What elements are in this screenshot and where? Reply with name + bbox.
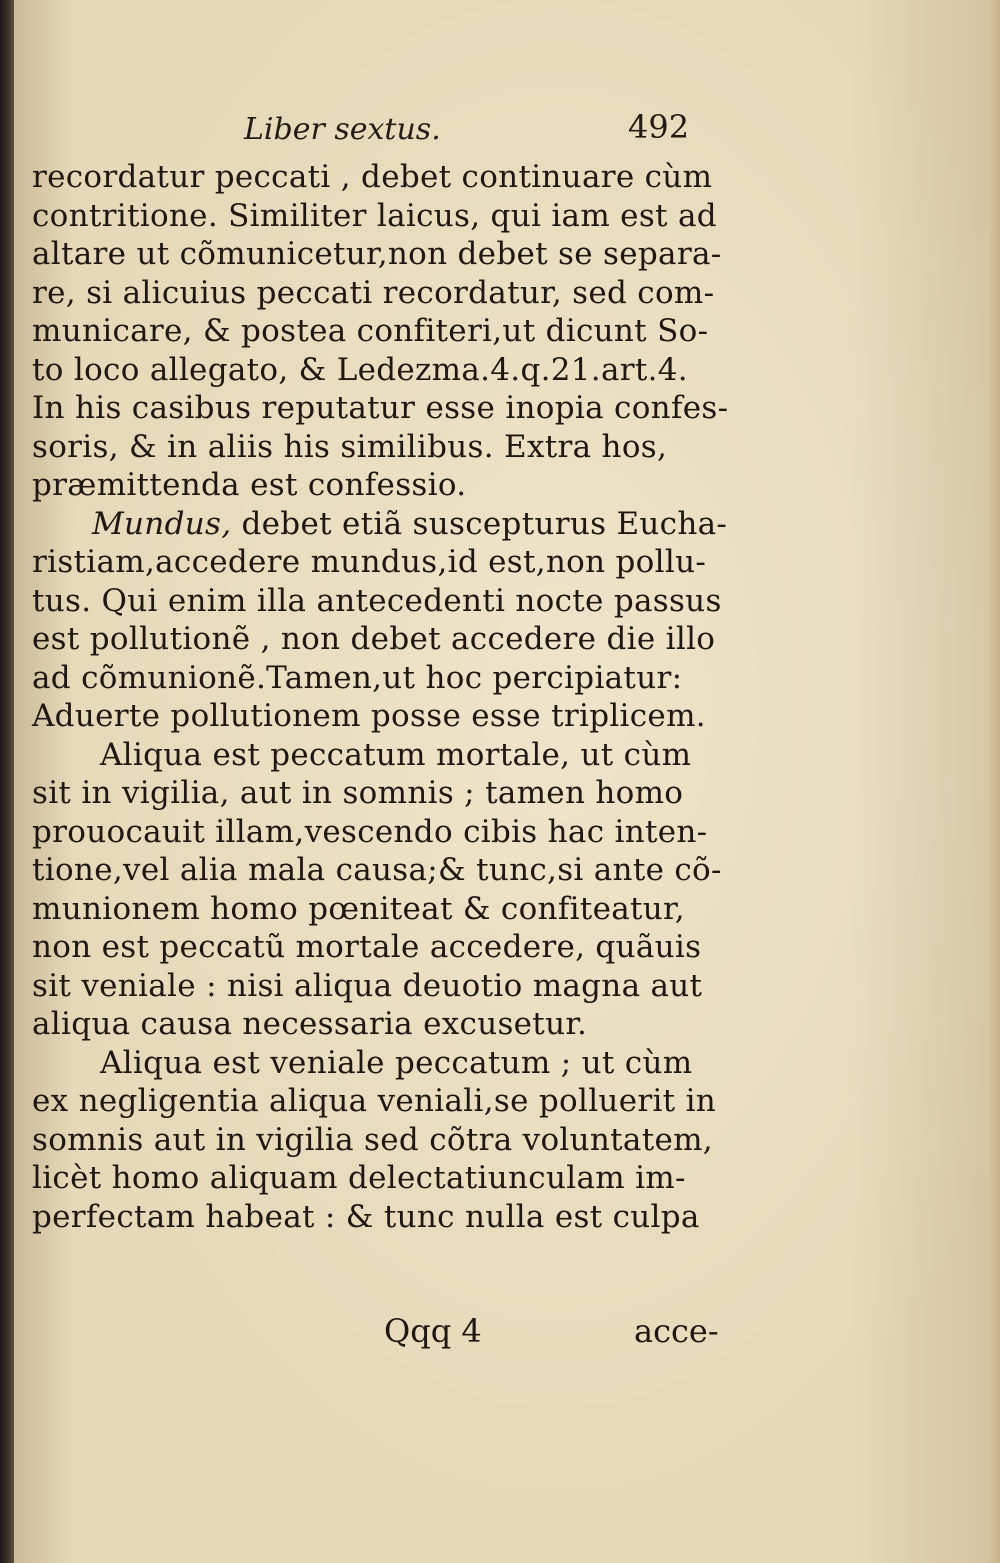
text-line: non est peccatũ mortale accedere, quãuis	[32, 929, 702, 965]
catchword: acce-	[634, 1312, 719, 1350]
text-line: ristiam,accedere mundus,id est,non pollu-	[32, 544, 707, 580]
text-line: munionem homo pœniteat & confiteatur,	[32, 890, 685, 927]
text-line: licèt homo aliquam delectatiunculam im-	[32, 1160, 686, 1196]
text-line: ad cõmunionẽ.Tamen,ut hoc percipiatur:	[32, 659, 683, 696]
paragraph-first-line: Aliqua est peccatum mortale, ut cùm	[100, 736, 692, 773]
running-head-title: Liber sextus.	[244, 112, 441, 147]
text-line: Aduerte pollutionem posse esse triplicem.	[32, 698, 706, 734]
text-line: perfectam habeat : & tunc nulla est culpa	[32, 1198, 700, 1235]
text-line: altare ut cõmunicetur,non debet se separa-	[32, 236, 722, 272]
signature-mark: Qqq 4	[384, 1312, 482, 1350]
page-edge	[986, 0, 1000, 1563]
text-line: In his casibus reputatur esse inopia confes-	[32, 390, 729, 426]
text-line: est pollutionẽ , non debet accedere die illo	[32, 621, 716, 657]
text-line: tus. Qui enim illa antecedenti nocte passus	[32, 582, 722, 619]
text-line: re, si alicuius peccati recordatur, sed com-	[32, 274, 715, 311]
book-page	[14, 0, 1000, 1563]
text-line: ex negligentia aliqua veniali,se polluerit in	[32, 1083, 717, 1119]
text-line: prouocauit illam,vescendo cibis hac inten-	[32, 813, 708, 850]
text-line: soris, & in aliis his similibus. Extra hos,	[32, 428, 668, 465]
paragraph-mundus-first-line	[32, 505, 732, 544]
page-footer	[34, 1312, 734, 1362]
text-line: aliqua causa necessaria excusetur.	[32, 1006, 588, 1042]
text-line: municare, & postea confiteri,ut dicunt So-	[32, 313, 709, 349]
page-number: 492	[628, 108, 690, 146]
text-line: somnis aut in vigilia sed cõtra voluntatem,	[32, 1121, 713, 1158]
text-line: recordatur peccati , debet continuare cùm	[32, 159, 713, 195]
text-line-rest: debet etiã suscepturus Eucha-	[231, 505, 728, 542]
text-line: sit in vigilia, aut in somnis ; tamen homo	[32, 775, 684, 811]
paragraph-lead-word: Mundus,	[92, 505, 232, 542]
text-line: tione,vel alia mala causa;& tunc,si ante cõ-	[32, 852, 722, 888]
running-head	[34, 108, 724, 158]
text-line: contritione. Similiter laicus, qui iam est ad	[32, 197, 717, 234]
text-line: to loco allegato, & Ledezma.4.q.21.art.4.	[32, 351, 688, 388]
paragraph-first-line: Aliqua est veniale peccatum ; ut cùm	[100, 1044, 693, 1081]
text-line: sit veniale : nisi aliqua deuotio magna aut	[32, 967, 703, 1004]
text-line: præmittenda est confessio.	[32, 467, 467, 503]
body-text	[32, 158, 732, 1236]
